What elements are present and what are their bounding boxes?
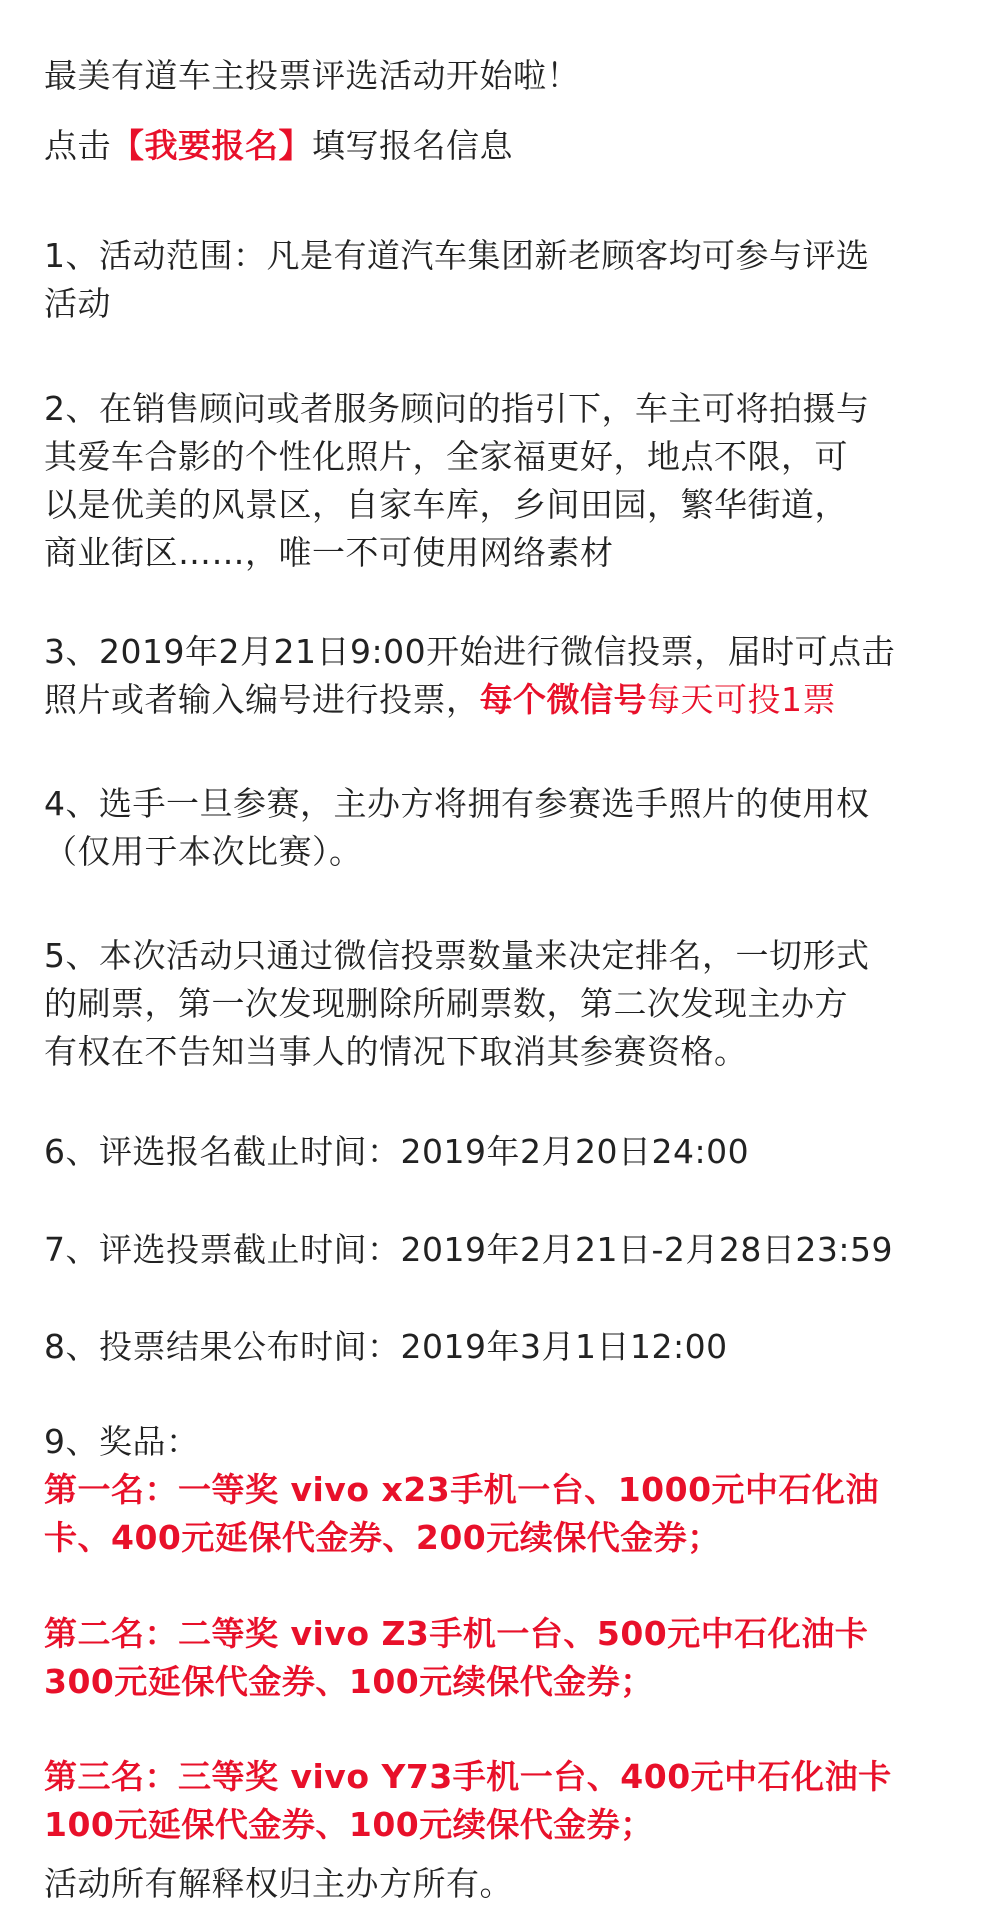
rule-3-line-2-text: 照片或者输入编号进行投票，: [44, 680, 480, 719]
rule-1-line-2: 活动: [44, 284, 111, 323]
rule-4-line-2: （仅用于本次比赛）。: [44, 832, 363, 871]
rule-5-line-2: 的刷票，第一次发现删除所刷票数，第二次发现主办方: [44, 984, 848, 1023]
rule-1-line-1: 1、活动范围：凡是有道汽车集团新老顾客均可参与评选: [44, 236, 870, 275]
signup-suffix: 填写报名信息: [312, 126, 513, 165]
rule-5-line-3: 有权在不告知当事人的情况下取消其参赛资格。: [44, 1032, 748, 1071]
rule-3-line-2: [44, 676, 836, 724]
signup-prefix: 点击: [44, 126, 111, 165]
rule-7: 7、评选投票截止时间：2019年2月21日-2月28日23:59: [44, 1230, 893, 1269]
rule-2-line-3: 以是优美的风景区，自家车库，乡间田园，繁华街道，: [44, 485, 848, 524]
rule-2-line-1: 2、在销售顾问或者服务顾问的指引下，车主可将拍摄与: [44, 389, 870, 428]
footer-disclaimer: 活动所有解释权归主办方所有。: [44, 1864, 513, 1903]
rule-4-line-1: 4、选手一旦参赛，主办方将拥有参赛选手照片的使用权: [44, 784, 870, 823]
signup-link[interactable]: 【我要报名】: [111, 126, 312, 165]
prize-2-line-1: 第二名：二等奖 vivo Z3手机一台、500元中石化油卡: [44, 1614, 869, 1653]
prize-2-line-2: 300元延保代金券、100元续保代金券；: [44, 1662, 654, 1701]
prize-1-line-1: 第一名：一等奖 vivo x23手机一台、1000元中石化油: [44, 1470, 880, 1509]
rule-9-prizes-heading: 9、奖品：: [44, 1422, 200, 1461]
rule-2-line-4: 商业街区……，唯一不可使用网络素材: [44, 533, 614, 572]
vote-limit-highlight: 每个微信号: [479, 680, 647, 719]
rule-8: 8、投票结果公布时间：2019年3月1日12:00: [44, 1327, 728, 1366]
prize-3-line-2: 100元延保代金券、100元续保代金券；: [44, 1805, 654, 1844]
vote-limit-detail: 每天可投1票: [647, 680, 836, 719]
rule-3-line-1: 3、2019年2月21日9:00开始进行微信投票，届时可点击: [44, 632, 896, 671]
prize-3-line-1: 第三名：三等奖 vivo Y73手机一台、400元中石化油卡: [44, 1757, 892, 1796]
rule-5-line-1: 5、本次活动只通过微信投票数量来决定排名，一切形式: [44, 936, 870, 975]
notice-title: 最美有道车主投票评选活动开始啦！: [44, 56, 580, 95]
prize-1-line-2: 卡、400元延保代金券、200元续保代金券；: [44, 1518, 721, 1557]
signup-instruction: [44, 122, 513, 170]
rule-6: 6、评选报名截止时间：2019年2月20日24:00: [44, 1132, 750, 1171]
rule-2-line-2: 其爱车合影的个性化照片，全家福更好，地点不限，可: [44, 437, 848, 476]
